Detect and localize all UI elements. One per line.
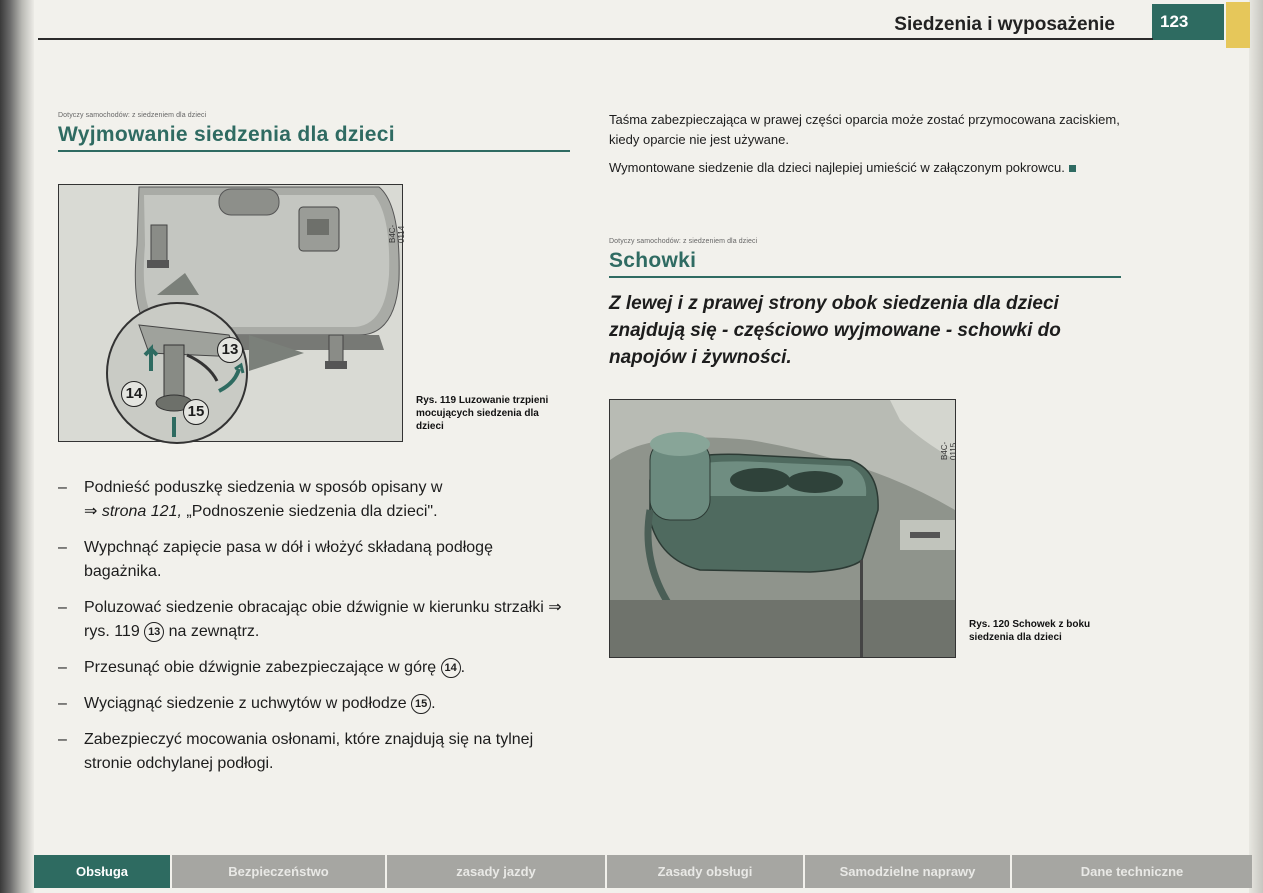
figure-119-caption [416, 394, 561, 433]
callout-13: 13 [217, 337, 243, 363]
storage-compartment-photo [610, 400, 955, 657]
breadcrumb: Dotyczy samochodów: z siedzeniem dla dzieci [58, 112, 207, 119]
nav-tab-dane-techniczne[interactable]: Dane techniczne [1012, 855, 1252, 888]
step-item: – Przesunąć obie dźwignie zabezpieczające w górę 14 . [58, 656, 570, 680]
xref-link[interactable]: rys. 119 [84, 623, 140, 640]
section-title: Schowki [609, 249, 697, 272]
step-text: Poluzować siedzenie obracając obie dźwignie w kierunku strzałki [84, 599, 544, 616]
xref-link[interactable]: strona 121, [101, 503, 182, 520]
nav-tab-obsluga[interactable]: Obsługa [34, 855, 172, 888]
callout-15: 15 [183, 399, 209, 425]
step-dash: – [58, 695, 67, 712]
page-number: 123 [1152, 4, 1224, 40]
step-dash: – [58, 659, 67, 676]
page-marker-tab [1226, 2, 1250, 48]
step-item: – Wyciągnąć siedzenie z uchwytów w podłodze 15 . [58, 692, 570, 716]
figure-119 [58, 184, 406, 442]
section-rule [58, 150, 570, 152]
book-binding [0, 0, 34, 893]
step-text: „Podnoszenie siedzenia dla dzieci". [181, 503, 438, 520]
step-item [58, 728, 570, 776]
bottom-navigation [34, 855, 1252, 888]
figure-code: B4C-0115 [940, 441, 958, 460]
step-text: na zewnątrz. [168, 623, 260, 640]
step-item [58, 536, 570, 584]
step-text: Przesunąć obie dźwignie zabezpieczające w górę [84, 659, 437, 676]
step-dash: – [58, 539, 67, 556]
intro-text: Z lewej i z prawej strony obok siedzenia dla dzieci znajdują się - częściowo wyjmowane - schowki do napojów i żywności. [609, 293, 1061, 368]
paragraph [609, 158, 1121, 178]
step-item [58, 596, 570, 644]
left-column [58, 112, 570, 788]
paragraph-text: Taśma zabezpieczająca w prawej części oparcia może zostać przymocowana zaciskiem, kiedy oparcie nie jest używane. [609, 112, 1120, 147]
step-dash: – [58, 731, 67, 748]
step-text: Wypchnąć zapięcie pasa w dół i włożyć składaną podłogę bagażnika. [84, 539, 493, 580]
step-item [58, 476, 570, 524]
header-rule [38, 38, 1153, 40]
figure-code: B4C-0114 [388, 224, 406, 243]
running-title: Siedzenia i wyposażenie [894, 14, 1115, 35]
instruction-steps [58, 476, 570, 776]
page-edge [1249, 0, 1263, 893]
breadcrumb: Dotyczy samochodów: z siedzeniem dla dzieci [609, 238, 758, 245]
caption-label: Rys. 120 [969, 619, 1010, 630]
callout-ref-13: 13 [144, 622, 164, 642]
callout-ref-14: 14 [441, 658, 461, 678]
nav-tab-bezpieczenstwo[interactable]: Bezpieczeństwo [172, 855, 387, 888]
step-text: Zabezpieczyć mocowania osłonami, które znajdują się na tylnej stronie odchylanej podłogi. [84, 731, 534, 772]
section-title: Wyjmowanie siedzenia dla dzieci [58, 123, 395, 146]
end-of-section-mark [1069, 165, 1076, 172]
caption-label: Rys. 119 [416, 395, 457, 406]
seat-mechanism-illustration [59, 185, 402, 441]
bleed-through [570, 112, 576, 135]
figure-120-caption [969, 618, 1119, 644]
callout-14: 14 [121, 381, 147, 407]
xref-arrow: ⇒ [84, 503, 98, 520]
paragraph [609, 110, 1121, 150]
step-text: Wyciągnąć siedzenie z uchwytów w podłodze [84, 695, 407, 712]
figure-120 [609, 399, 956, 658]
nav-tab-zasady-obslugi[interactable]: Zasady obsługi [607, 855, 805, 888]
step-text: Podnieść poduszkę siedzenia w sposób opisany w [84, 479, 443, 496]
nav-tab-zasady-jazdy[interactable]: zasady jazdy [387, 855, 607, 888]
nav-tab-samodzielne-naprawy[interactable]: Samodzielne naprawy [805, 855, 1012, 888]
right-column [609, 110, 1121, 658]
section-rule [609, 276, 1121, 278]
xref-arrow: ⇒ [548, 599, 562, 616]
paragraph-text: Wymontowane siedzenie dla dzieci najlepiej umieścić w załączonym pokrowcu. [609, 160, 1065, 175]
caption-text: Schowek z boku siedzenia dla dzieci [969, 619, 1091, 643]
step-dash: – [58, 599, 67, 616]
callout-ref-15: 15 [411, 694, 431, 714]
caption-text: Luzowanie trzpieni mocujących siedzenia dla dzieci [416, 395, 549, 432]
step-dash: – [58, 479, 67, 496]
